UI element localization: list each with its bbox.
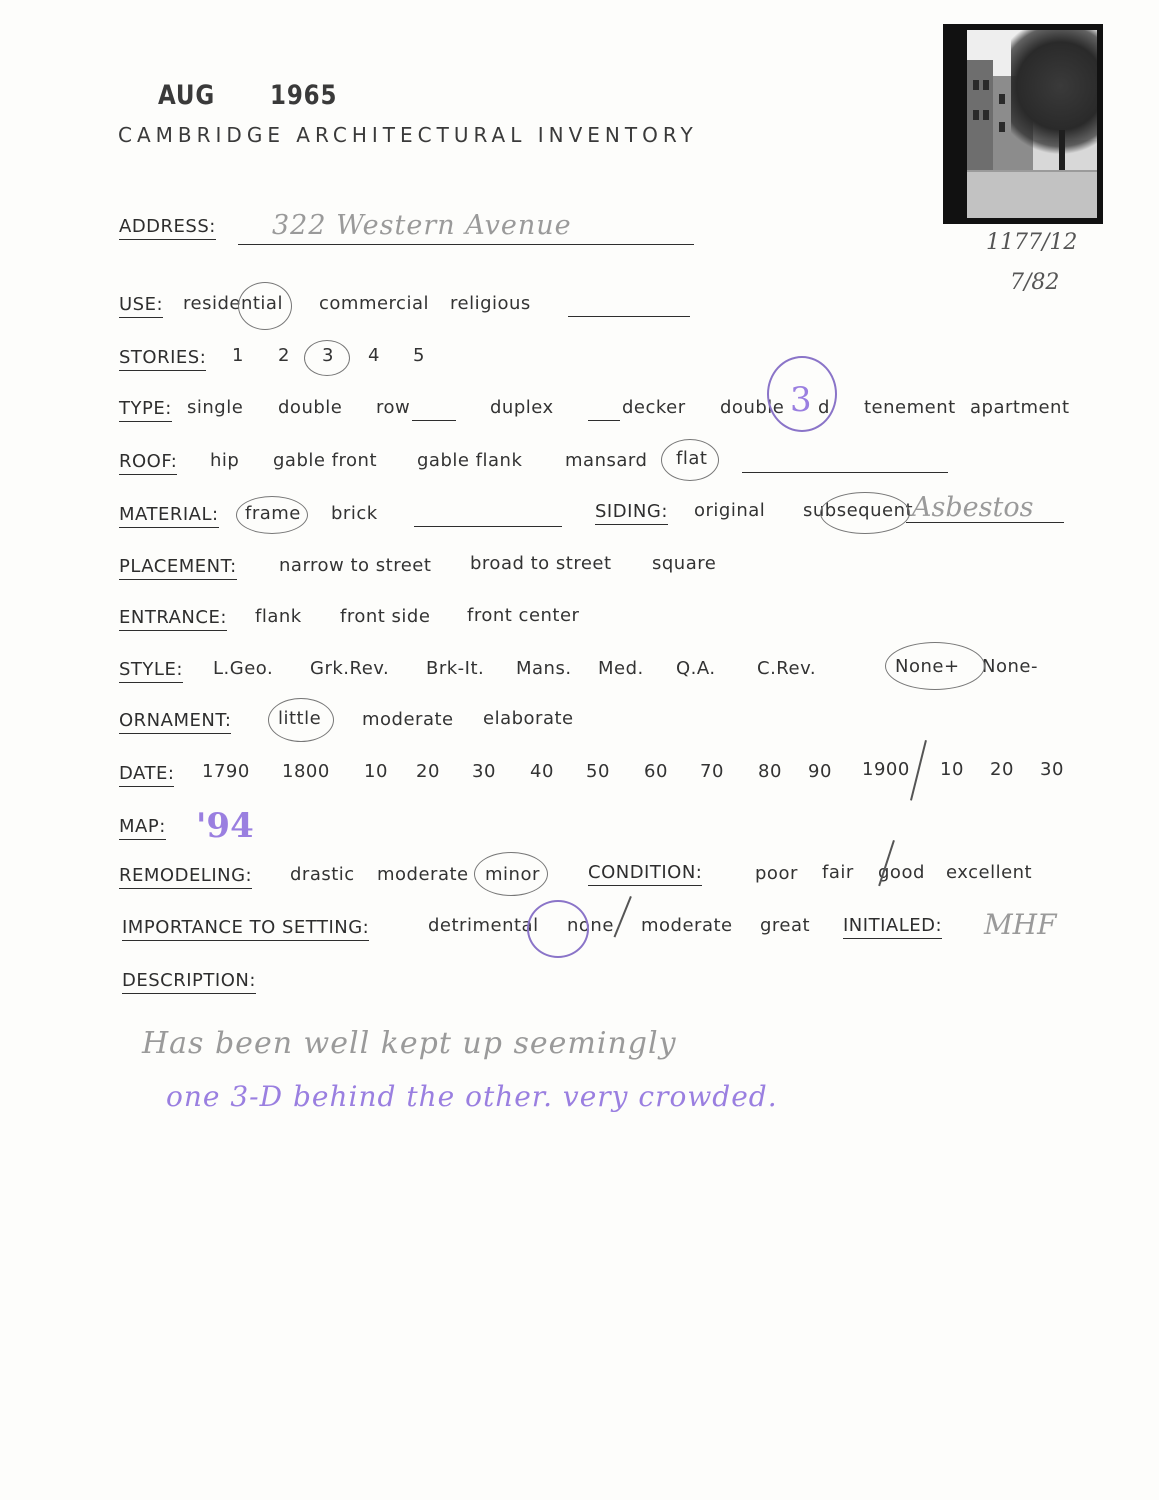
roof-gable-flank: gable flank bbox=[417, 450, 523, 471]
stories-4: 4 bbox=[368, 345, 380, 366]
roof-hip: hip bbox=[210, 450, 240, 471]
date-1900: 1900 bbox=[862, 759, 910, 780]
date-50: 50 bbox=[586, 761, 610, 782]
use-label: USE: bbox=[119, 294, 163, 318]
siding-circle-mark bbox=[820, 492, 910, 534]
style-none-plus: None+ bbox=[895, 656, 960, 677]
date-10b: 10 bbox=[940, 759, 964, 780]
stamp-month: AUG bbox=[158, 80, 216, 111]
style-label: STYLE: bbox=[119, 659, 183, 683]
type-apartment: apartment bbox=[970, 397, 1070, 418]
type-decker: decker bbox=[622, 397, 686, 418]
stamp-year: 1965 bbox=[270, 80, 338, 111]
type-row: row bbox=[376, 397, 411, 418]
date-60: 60 bbox=[644, 761, 668, 782]
condition-label: CONDITION: bbox=[588, 862, 702, 886]
photo-note-1: 1177/12 bbox=[986, 230, 1078, 255]
roof-label: ROOF: bbox=[119, 451, 177, 475]
remodeling-minor: minor bbox=[485, 864, 540, 885]
entrance-front-center: front center bbox=[467, 605, 580, 626]
type-duplex: duplex bbox=[490, 397, 554, 418]
importance-detrimental: detrimental bbox=[428, 915, 539, 936]
entrance-front-side: front side bbox=[340, 606, 431, 627]
date-1800: 1800 bbox=[282, 761, 330, 782]
material-brick: brick bbox=[331, 503, 378, 524]
importance-circle-mark bbox=[527, 900, 589, 958]
use-commercial: commercial bbox=[319, 293, 429, 314]
stories-label: STORIES: bbox=[119, 347, 206, 371]
type-double-decker: double bbox=[720, 397, 785, 418]
date-slash-mark bbox=[910, 740, 926, 801]
date-30: 30 bbox=[472, 761, 496, 782]
date-40: 40 bbox=[530, 761, 554, 782]
date-20: 20 bbox=[416, 761, 440, 782]
date-1790: 1790 bbox=[202, 761, 250, 782]
importance-none: none bbox=[567, 915, 614, 936]
style-med: Med. bbox=[598, 658, 644, 679]
address-value: 322 Western Avenue bbox=[272, 210, 572, 241]
date-10: 10 bbox=[364, 761, 388, 782]
roof-gable-front: gable front bbox=[273, 450, 377, 471]
map-handwritten: '94 bbox=[196, 806, 254, 846]
stories-5: 5 bbox=[413, 345, 425, 366]
type-double: double bbox=[278, 397, 343, 418]
map-label: MAP: bbox=[119, 816, 166, 840]
condition-fair: fair bbox=[822, 862, 854, 883]
siding-handwritten: Asbestos bbox=[912, 492, 1034, 523]
address-line bbox=[238, 244, 694, 245]
entrance-label: ENTRANCE: bbox=[119, 607, 227, 631]
placement-square: square bbox=[652, 553, 717, 574]
importance-label: IMPORTANCE TO SETTING: bbox=[122, 917, 369, 941]
ornament-moderate: moderate bbox=[362, 709, 454, 730]
stories-3: 3 bbox=[322, 345, 334, 366]
date-90: 90 bbox=[808, 761, 832, 782]
style-mans: Mans. bbox=[516, 658, 572, 679]
type-tenement: tenement bbox=[864, 397, 956, 418]
remodeling-label: REMODELING: bbox=[119, 865, 252, 889]
building-photo bbox=[943, 24, 1103, 224]
material-label: MATERIAL: bbox=[119, 504, 219, 528]
ornament-little: little bbox=[278, 708, 322, 729]
style-lgeo: L.Geo. bbox=[213, 658, 274, 679]
siding-label: SIDING: bbox=[595, 501, 668, 525]
ornament-circle-mark bbox=[268, 698, 334, 742]
material-frame: frame bbox=[245, 503, 301, 524]
stories-1: 1 bbox=[232, 345, 244, 366]
type-label: TYPE: bbox=[119, 398, 172, 422]
ornament-elaborate: elaborate bbox=[483, 708, 574, 729]
use-circle-mark bbox=[238, 282, 292, 330]
date-80: 80 bbox=[758, 761, 782, 782]
type-single: single bbox=[187, 397, 244, 418]
date-20b: 20 bbox=[990, 759, 1014, 780]
date-30b: 30 bbox=[1040, 759, 1064, 780]
remodeling-moderate: moderate bbox=[377, 864, 469, 885]
date-70: 70 bbox=[700, 761, 724, 782]
description-label: DESCRIPTION: bbox=[122, 970, 256, 994]
description-line-1: Has been well kept up seemingly bbox=[142, 1026, 677, 1061]
roof-mansard: mansard bbox=[565, 450, 648, 471]
date-label: DATE: bbox=[119, 763, 174, 787]
siding-subsequent: subsequent bbox=[803, 500, 914, 521]
ornament-label: ORNAMENT: bbox=[119, 710, 231, 734]
remodeling-circle-mark bbox=[474, 852, 548, 896]
entrance-flank: flank bbox=[255, 606, 302, 627]
style-grkrev: Grk.Rev. bbox=[310, 658, 390, 679]
type-handwritten-3: 3 bbox=[790, 380, 812, 420]
description-line-2: one 3-D behind the other. very crowded. bbox=[166, 1080, 778, 1113]
importance-moderate: moderate bbox=[641, 915, 733, 936]
roof-circle-mark bbox=[661, 439, 719, 481]
importance-great: great bbox=[760, 915, 811, 936]
style-circle-mark bbox=[885, 642, 985, 690]
style-brkit: Brk-It. bbox=[426, 658, 485, 679]
siding-original: original bbox=[694, 500, 766, 521]
address-label: ADDRESS: bbox=[119, 216, 216, 240]
placement-narrow: narrow to street bbox=[279, 555, 432, 576]
form-title: CAMBRIDGE ARCHITECTURAL INVENTORY bbox=[118, 123, 698, 147]
material-circle-mark bbox=[236, 496, 308, 534]
type-d: d bbox=[818, 397, 830, 418]
remodeling-drastic: drastic bbox=[290, 864, 355, 885]
placement-label: PLACEMENT: bbox=[119, 556, 237, 580]
condition-good: good bbox=[878, 862, 925, 883]
initialed-handwritten: MHF bbox=[984, 908, 1057, 941]
use-residential: residential bbox=[183, 293, 283, 314]
style-qa: Q.A. bbox=[676, 658, 716, 679]
initialed-label: INITIALED: bbox=[843, 915, 942, 939]
condition-excellent: excellent bbox=[946, 862, 1033, 883]
type-circle-mark bbox=[767, 356, 837, 432]
importance-slash-mark bbox=[614, 896, 632, 937]
placement-broad: broad to street bbox=[470, 553, 612, 574]
condition-poor: poor bbox=[755, 863, 798, 884]
use-religious: religious bbox=[450, 293, 531, 314]
use-other-line bbox=[568, 316, 690, 317]
photo-note-2: 7/82 bbox=[1010, 270, 1060, 295]
style-crev: C.Rev. bbox=[757, 658, 817, 679]
stories-2: 2 bbox=[278, 345, 290, 366]
roof-flat: flat bbox=[676, 448, 708, 469]
style-none-minus: None- bbox=[982, 656, 1038, 677]
stories-circle-mark bbox=[304, 340, 350, 376]
